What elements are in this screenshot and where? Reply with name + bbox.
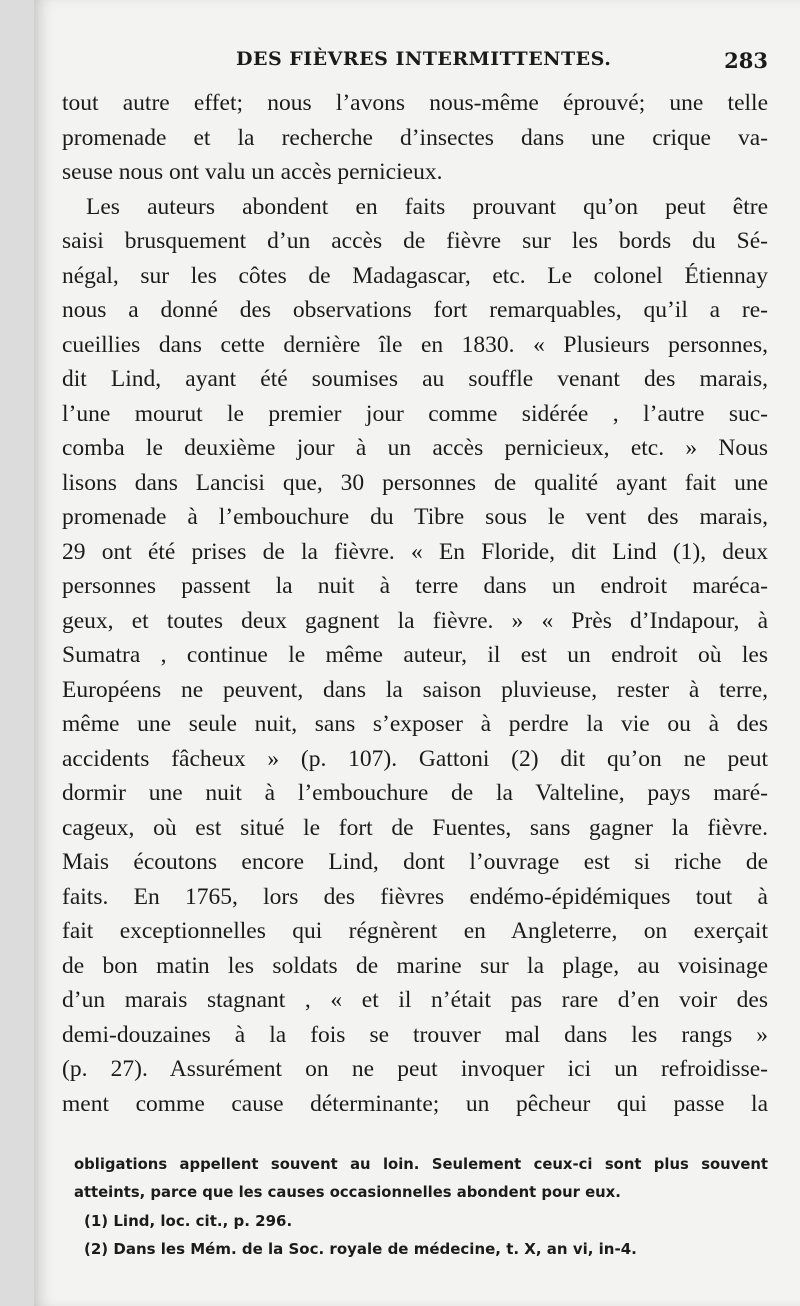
text-line: (p. 27). Assurément on ne peut invoquer ici un refroidisse- — [62, 1056, 768, 1082]
text-line: promenade et la recherche d’insectes dans une crique va- — [62, 124, 768, 151]
text-line: cageux, où est situé le fort de Fuentes, sans gagner la fièvre. — [62, 814, 768, 841]
text-line: d’un marais stagnant , « et il n’était pas rare d’en voir des — [62, 987, 768, 1013]
text-line: lisons dans Lancisi que, 30 personnes de qualité ayant fait une — [62, 469, 768, 496]
note-line: atteints, parce que les causes occasionnelles abondent pour eux. — [74, 1184, 621, 1201]
footnote: (2) Dans les Mém. de la Soc. royale de médecine, t. X, an vi, in-4. — [84, 1240, 637, 1258]
book-page — [34, 0, 800, 1306]
text-line: tout autre effet; nous l’avons nous-même éprouvé; une telle — [62, 90, 768, 116]
text-line: comba le deuxième jour à un accès pernicieux, etc. » Nous — [62, 435, 768, 461]
text-line: cueillies dans cette dernière île en 1830. « Plusieurs personnes, — [62, 331, 768, 358]
text-line: faits. En 1765, lors des fièvres endémo-épidémiques tout à — [62, 883, 768, 910]
text-line: Sumatra , continue le même auteur, il est un endroit où les — [62, 642, 768, 668]
text-line: demi-douzaines à la fois se trouver mal dans les rangs » — [62, 1021, 768, 1048]
text-line: Mais écoutons encore Lind, dont l’ouvrage est si riche de — [62, 849, 768, 875]
text-line: l’une mourut le premier jour comme sidérée , l’autre suc- — [62, 400, 768, 427]
text-line: dormir une nuit à l’embouchure de la Valteline, pays maré- — [62, 780, 768, 806]
page-header — [34, 48, 800, 78]
text-line: Européens ne peuvent, dans la saison pluvieuse, rester à terre, — [62, 676, 768, 703]
text-line: seuse nous ont valu un accès pernicieux. — [62, 159, 443, 185]
text-line: personnes passent la nuit à terre dans un endroit maréca- — [62, 573, 768, 599]
text-line: geux, et toutes deux gagnent la fièvre. » « Près d’Indapour, à — [62, 607, 768, 634]
text-line: Les auteurs abondent en faits prouvant qu’on peut être — [86, 193, 768, 220]
text-line: 29 ont été prises de la fièvre. « En Floride, dit Lind (1), deux — [62, 538, 768, 565]
footnote: (1) Lind, loc. cit., p. 296. — [84, 1212, 293, 1230]
text-line: fait exceptionnelles qui régnèrent en Angleterre, on exerçait — [62, 918, 768, 944]
note-line: obligations appellent souvent au loin. Seulement ceux-ci sont plus souvent — [74, 1156, 768, 1173]
text-line: dit Lind, ayant été soumises au souffle venant des marais, — [62, 366, 768, 392]
text-line: ment comme cause déterminante; un pêcheur qui passe la — [62, 1090, 768, 1117]
text-line: nous a donné des observations fort remarquables, qu’il a re- — [62, 297, 768, 323]
text-line: accidents fâcheux » (p. 107). Gattoni (2) dit qu’on ne peut — [62, 745, 768, 772]
running-title: DES FIÈVRES INTERMITTENTES. — [236, 48, 612, 70]
main-text — [62, 86, 768, 1121]
text-line: saisi brusquement d’un accès de fièvre sur les bords du Sé- — [62, 228, 768, 254]
notes-block — [74, 1151, 768, 1263]
text-line: promenade à l’embouchure du Tibre sous le vent des marais, — [62, 504, 768, 530]
text-line: de bon matin les soldats de marine sur la plage, au voisinage — [62, 952, 768, 979]
text-line: négal, sur les côtes de Madagascar, etc. Le colonel Étiennay — [62, 262, 768, 289]
page-number: 283 — [724, 48, 768, 73]
text-line: même une seule nuit, sans s’exposer à perdre la vie ou à des — [62, 711, 768, 737]
